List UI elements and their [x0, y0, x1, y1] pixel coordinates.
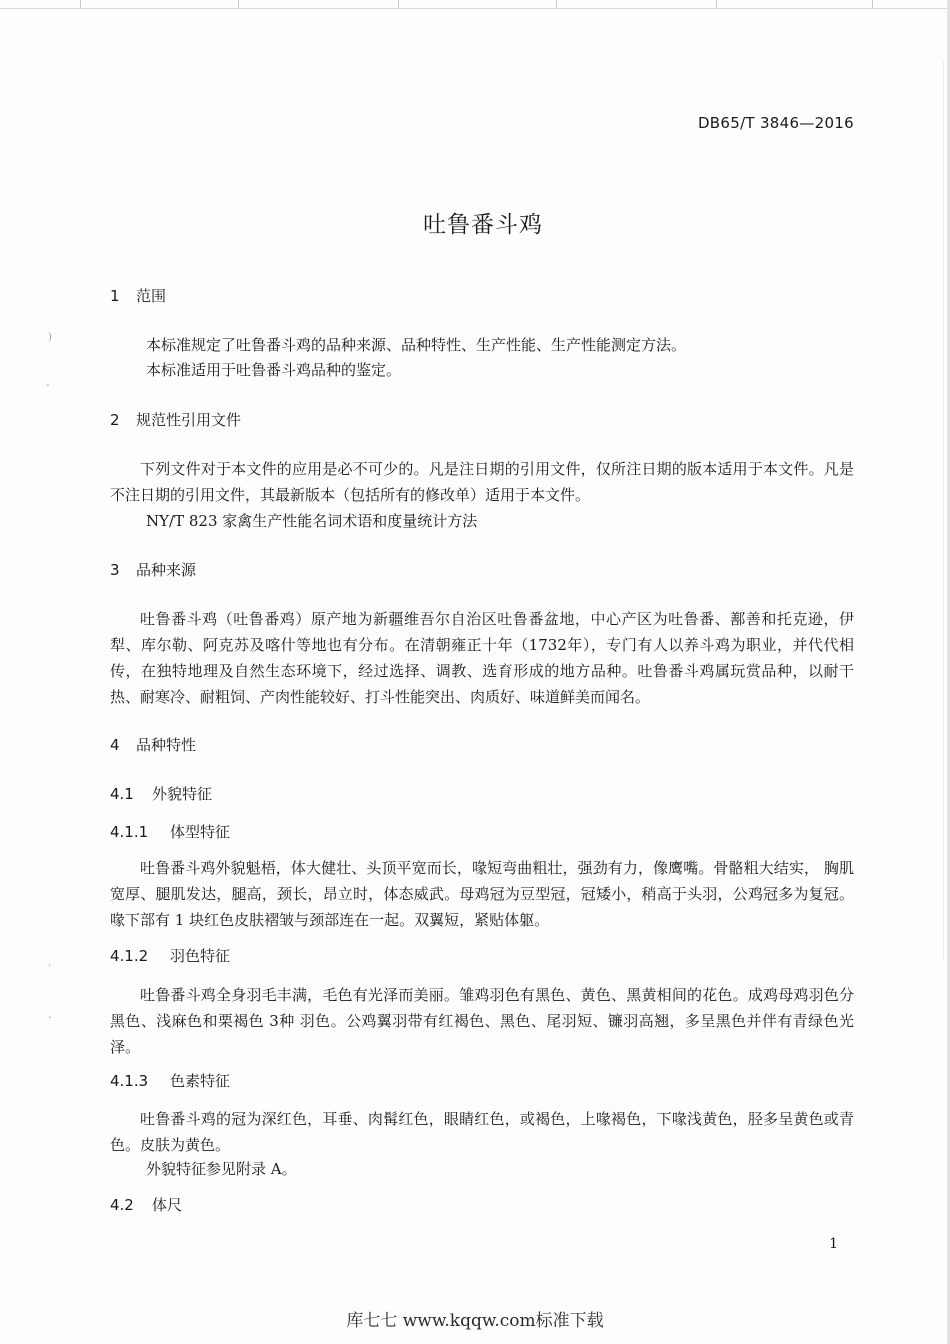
heading-text: 外貌特征: [152, 785, 213, 803]
heading-scope: [110, 286, 166, 306]
heading-number: 1: [110, 287, 120, 305]
heading-text: 范围: [136, 287, 167, 305]
scan-top-edge: [0, 0, 950, 9]
scan-speck: ): [48, 332, 52, 343]
page-number: 1: [829, 1236, 838, 1252]
heading-text: 羽色特征: [170, 947, 231, 965]
heading-number: 4.2: [110, 1196, 134, 1214]
feather-color-paragraph: 吐鲁番斗鸡全身羽毛丰满，毛色有光泽而美丽。雏鸡羽色有黑色、黄色、黑黄相间的花色。成鸡母鸡羽色分黑色、浅麻色和栗褐色 3种 羽色。公鸡翼羽带有红褐色、黑色、尾羽短、镰羽高翘，多呈黑色并伴有青绿色光泽。: [110, 986, 854, 1056]
footer-watermark: 库七七 www.kqqw.com标准下载: [346, 1311, 604, 1331]
scan-speck: -: [46, 380, 50, 391]
heading-body-shape: [110, 822, 230, 842]
heading-number: 2: [110, 411, 120, 429]
scope-line-1: 本标准规定了吐鲁番斗鸡的品种来源、品种特性、生产性能、生产性能测定方法。: [146, 336, 687, 354]
heading-number: 3: [110, 561, 120, 579]
heading-normative-references: [110, 410, 241, 430]
heading-number: 4: [110, 736, 120, 754]
heading-text: 品种特性: [136, 736, 197, 754]
scan-right-edge-line: [943, 60, 944, 960]
body-shape-paragraph: 吐鲁番斗鸡外貌魁梧，体大健壮、头顶平宽而长，喙短弯曲粗壮，强劲有力，像鹰嘴。骨骼粗大结实， 胸肌宽厚、腿肌发达，腿高，颈长，昂立时，体态威武。母鸡冠为豆型冠，冠矮小，稍高于头羽，公鸡冠多为复冠。喙下部有 1 块红色皮肤褶皱与颈部连在一起。双翼短，紧贴体躯。: [110, 859, 854, 929]
breed-origin-paragraph: 吐鲁番斗鸡（吐鲁番鸡）原产地为新疆维吾尔自治区吐鲁番盆地，中心产区为吐鲁番、鄯善和托克逊，伊犁、库尔勒、阿克苏及喀什等地也有分布。在清朝雍正十年（1732年），专门有人以养斗鸡为职业，并代代相传，在独特地理及自然生态环境下，经过选择、调教、选育形成的地方品种。吐鲁番斗鸡属玩赏品种，以耐干热、耐寒冷、耐粗饲、产肉性能较好、打斗性能突出、肉质好、味道鲜美而闻名。: [110, 610, 854, 706]
reference-item: NY/T 823 家禽生产性能名词术语和度量统计方法: [146, 512, 478, 530]
heading-text: 体尺: [152, 1196, 183, 1214]
heading-text: 品种来源: [136, 561, 197, 579]
document-title: 吐鲁番斗鸡: [423, 212, 543, 238]
scan-tick: [556, 0, 557, 8]
heading-breed-characteristics: [110, 735, 196, 755]
heading-pigment: [110, 1071, 230, 1091]
appendix-note: 外貌特征参见附录 A。: [146, 1160, 297, 1178]
standard-number: DB65/T 3846—2016: [697, 114, 854, 132]
scan-tick: [716, 0, 717, 8]
heading-text: 规范性引用文件: [136, 411, 242, 429]
scan-speck: -: [48, 1012, 52, 1023]
heading-number: 4.1.3: [110, 1072, 149, 1090]
scan-tick: [398, 0, 399, 8]
heading-number: 4.1.2: [110, 947, 149, 965]
heading-appearance: [110, 784, 212, 804]
heading-number: 4.1: [110, 785, 134, 803]
heading-feather-color: [110, 946, 230, 966]
heading-number: 4.1.1: [110, 823, 149, 841]
normative-references-paragraph: 下列文件对于本文件的应用是必不可少的。凡是注日期的引用文件，仅所注日期的版本适用于本文件。凡是不注日期的引用文件，其最新版本（包括所有的修改单）适用于本文件。: [110, 460, 854, 504]
scope-line-2: 本标准适用于吐鲁番斗鸡品种的鉴定。: [146, 361, 402, 379]
heading-body-measurements: [110, 1195, 182, 1215]
pigment-paragraph: 吐鲁番斗鸡的冠为深红色，耳垂、肉髯红色，眼睛红色，或褐色，上喙褐色，下喙浅黄色，胫多呈黄色或青色。皮肤为黄色。: [110, 1110, 854, 1154]
heading-text: 色素特征: [170, 1072, 231, 1090]
scan-speck: .: [48, 958, 52, 969]
heading-breed-origin: [110, 560, 196, 580]
scan-tick: [872, 0, 873, 8]
scan-tick: [80, 0, 81, 8]
scan-tick: [238, 0, 239, 8]
heading-text: 体型特征: [170, 823, 231, 841]
